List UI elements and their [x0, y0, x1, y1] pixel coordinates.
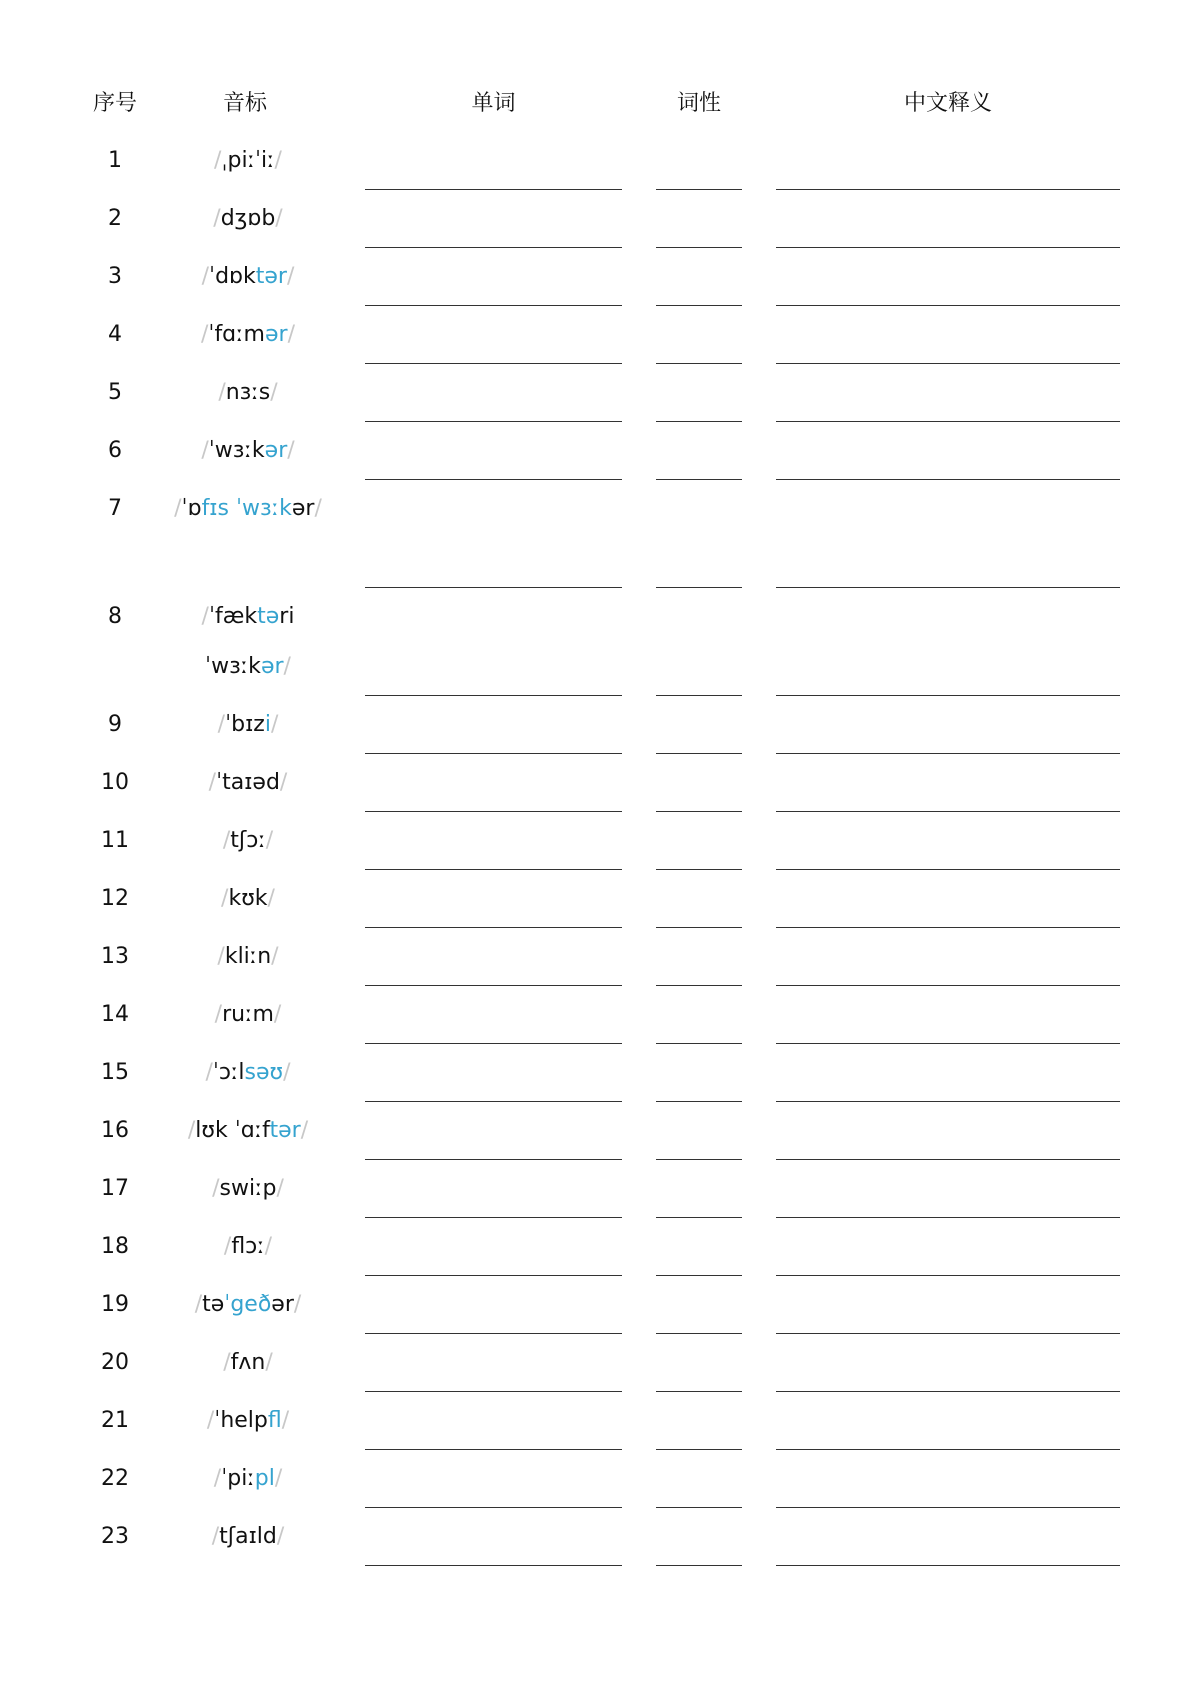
pos-answer-line[interactable]	[656, 695, 742, 696]
pos-answer-line[interactable]	[656, 1333, 742, 1334]
phonetic-transcription: /tʃɔː/	[222, 828, 274, 853]
table-row	[0, 1516, 1190, 1574]
phonetic-segment: ər	[260, 654, 284, 679]
phonetic-segment: pl	[254, 1466, 275, 1491]
row-number: 16	[101, 1118, 129, 1143]
pos-answer-line[interactable]	[656, 1043, 742, 1044]
meaning-answer-line[interactable]	[776, 1565, 1120, 1566]
pos-answer-line[interactable]	[656, 479, 742, 480]
word-answer-line[interactable]	[365, 1565, 622, 1566]
pos-answer-line[interactable]	[656, 811, 742, 812]
table-row	[0, 704, 1190, 762]
table-header	[0, 84, 1190, 124]
phonetic-transcription: /swiːp/	[212, 1176, 284, 1201]
phonetic-transcription: /kliːn/	[217, 944, 279, 969]
pos-answer-line[interactable]	[656, 1391, 742, 1392]
row-number: 11	[101, 828, 129, 853]
phonetic-segment: flɔː	[231, 1234, 265, 1259]
meaning-answer-line[interactable]	[776, 985, 1120, 986]
phonetic-segment: i	[264, 712, 271, 737]
meaning-answer-line[interactable]	[776, 587, 1120, 588]
row-number: 17	[101, 1176, 129, 1201]
phonetic-segment: kliːn	[224, 944, 272, 969]
word-answer-line[interactable]	[365, 247, 622, 248]
table-row	[0, 1400, 1190, 1458]
phonetic-segment: ˈpiː	[221, 1466, 255, 1491]
meaning-answer-line[interactable]	[776, 869, 1120, 870]
pos-answer-line[interactable]	[656, 587, 742, 588]
table-row	[0, 256, 1190, 314]
pos-answer-line[interactable]	[656, 869, 742, 870]
meaning-answer-line[interactable]	[776, 189, 1120, 190]
vocab-table	[0, 140, 1190, 1574]
table-row	[0, 1168, 1190, 1226]
row-number: 21	[101, 1408, 129, 1433]
phonetic-transcription: /flɔː/	[223, 1234, 273, 1259]
phonetic-segment: lʊk ˈɑːf	[195, 1118, 270, 1143]
phonetic-segment: ˈgeð	[224, 1292, 272, 1317]
word-answer-line[interactable]	[365, 1043, 622, 1044]
phonetic-segment: tər	[255, 264, 287, 289]
pos-answer-line[interactable]	[656, 421, 742, 422]
meaning-answer-line[interactable]	[776, 1275, 1120, 1276]
word-answer-line[interactable]	[365, 587, 622, 588]
row-number: 5	[108, 380, 122, 405]
meaning-answer-line[interactable]	[776, 247, 1120, 248]
phonetic-transcription: /lʊk ˈɑːftər/	[187, 1118, 309, 1143]
word-answer-line[interactable]	[365, 1275, 622, 1276]
pos-answer-line[interactable]	[656, 1217, 742, 1218]
phonetic-transcription: /ˌpiːˈiː/	[214, 148, 282, 173]
phonetic-segment: ər	[264, 438, 288, 463]
phonetic-transcription: /dʒɒb/	[213, 206, 283, 231]
meaning-answer-line[interactable]	[776, 479, 1120, 480]
table-row	[0, 1110, 1190, 1168]
table-row	[0, 1052, 1190, 1110]
pos-answer-line[interactable]	[656, 1449, 742, 1450]
row-number: 3	[108, 264, 122, 289]
pos-answer-line[interactable]	[656, 985, 742, 986]
phonetic-transcription: /təˈgeðər/	[194, 1292, 302, 1317]
table-row	[0, 314, 1190, 372]
phonetic-segment: ˈbɪz	[225, 712, 265, 737]
word-answer-line[interactable]	[365, 1159, 622, 1160]
phonetic-segment: ruːm	[222, 1002, 274, 1027]
row-number: 22	[101, 1466, 129, 1491]
row-number: 2	[108, 206, 122, 231]
table-row	[0, 488, 1190, 596]
meaning-answer-line[interactable]	[776, 421, 1120, 422]
header-pos: 词性	[676, 91, 721, 116]
table-row	[0, 762, 1190, 820]
pos-answer-line[interactable]	[656, 363, 742, 364]
phonetic-segment: səʊ	[244, 1060, 284, 1085]
table-row	[0, 372, 1190, 430]
pos-answer-line[interactable]	[656, 189, 742, 190]
phonetic-segment: ˈɒ	[181, 496, 202, 521]
row-number: 4	[108, 322, 122, 347]
row-number: 23	[101, 1524, 129, 1549]
row-number: 7	[108, 496, 122, 521]
phonetic-segment: ri ˈwɜːk	[205, 604, 295, 679]
pos-answer-line[interactable]	[656, 305, 742, 306]
phonetic-transcription: /ˈfɑːmər/	[200, 322, 296, 347]
meaning-answer-line[interactable]	[776, 1507, 1120, 1508]
table-row	[0, 430, 1190, 488]
word-answer-line[interactable]	[365, 1217, 622, 1218]
meaning-answer-line[interactable]	[776, 1101, 1120, 1102]
phonetic-transcription: /ˈpiːpl/	[213, 1466, 283, 1491]
table-row	[0, 936, 1190, 994]
phonetic-segment: tʃaɪld	[219, 1524, 277, 1549]
word-answer-line[interactable]	[365, 305, 622, 306]
phonetic-segment: swiːp	[219, 1176, 277, 1201]
phonetic-segment: kʊk	[228, 886, 268, 911]
word-answer-line[interactable]	[365, 753, 622, 754]
phonetic-transcription: /fʌn/	[223, 1350, 273, 1375]
phonetic-segment: tʃɔː	[230, 828, 266, 853]
word-answer-line[interactable]	[365, 695, 622, 696]
pos-answer-line[interactable]	[656, 927, 742, 928]
phonetic-segment: tə	[257, 604, 280, 629]
phonetic-transcription: /ˈwɜːkər/	[201, 438, 295, 463]
phonetic-segment: fʌn	[230, 1350, 266, 1375]
row-number: 15	[101, 1060, 129, 1085]
phonetic-segment: ər	[271, 1292, 294, 1317]
word-answer-line[interactable]	[365, 1333, 622, 1334]
meaning-answer-line[interactable]	[776, 305, 1120, 306]
phonetic-transcription: /ˈbɪzi/	[217, 712, 279, 737]
table-row	[0, 1458, 1190, 1516]
meaning-answer-line[interactable]	[776, 1217, 1120, 1218]
phonetic-segment: ˈhelp	[214, 1408, 268, 1433]
table-row	[0, 140, 1190, 198]
phonetic-segment: tər	[269, 1118, 301, 1143]
phonetic-segment: fl	[267, 1408, 282, 1433]
pos-answer-line[interactable]	[656, 247, 742, 248]
header-index: 序号	[92, 91, 137, 116]
row-number: 6	[108, 438, 122, 463]
header-meaning: 中文释义	[903, 91, 992, 116]
row-number: 14	[101, 1002, 129, 1027]
row-number: 18	[101, 1234, 129, 1259]
phonetic-segment: ˈfɑːm	[208, 322, 265, 347]
phonetic-transcription: /ˈfæktəri ˈwɜːkər/	[201, 604, 295, 679]
phonetic-transcription: /ˈɔːlsəʊ/	[205, 1060, 291, 1085]
meaning-answer-line[interactable]	[776, 363, 1120, 364]
row-number: 20	[101, 1350, 129, 1375]
word-answer-line[interactable]	[365, 869, 622, 870]
row-number: 1	[108, 148, 122, 173]
word-answer-line[interactable]	[365, 1391, 622, 1392]
phonetic-segment: ˈwɜːk	[208, 438, 265, 463]
row-number: 9	[108, 712, 122, 737]
pos-answer-line[interactable]	[656, 1101, 742, 1102]
phonetic-segment: ˌpiːˈiː	[221, 148, 275, 173]
row-number: 10	[101, 770, 129, 795]
phonetic-segment: dʒɒb	[220, 206, 276, 231]
word-answer-line[interactable]	[365, 985, 622, 986]
meaning-answer-line[interactable]	[776, 1449, 1120, 1450]
pos-answer-line[interactable]	[656, 1275, 742, 1276]
phonetic-transcription: /kʊk/	[221, 886, 275, 911]
phonetic-segment: ˈtaɪəd	[216, 770, 280, 795]
phonetic-segment: tə	[202, 1292, 225, 1317]
word-answer-line[interactable]	[365, 479, 622, 480]
row-number: 12	[101, 886, 129, 911]
table-row	[0, 1284, 1190, 1342]
pos-answer-line[interactable]	[656, 1507, 742, 1508]
word-answer-line[interactable]	[365, 421, 622, 422]
row-number: 13	[101, 944, 129, 969]
word-answer-line[interactable]	[365, 189, 622, 190]
phonetic-transcription: /nɜːs/	[218, 380, 278, 405]
table-row	[0, 198, 1190, 256]
phonetic-segment: ˈfæk	[208, 604, 258, 629]
phonetic-transcription: /ˈtaɪəd/	[208, 770, 288, 795]
header-word: 单词	[471, 91, 516, 116]
table-row	[0, 596, 1190, 704]
phonetic-transcription: /ˈhelpfl/	[206, 1408, 290, 1433]
phonetic-segment: ər	[265, 322, 288, 347]
pos-answer-line[interactable]	[656, 753, 742, 754]
meaning-answer-line[interactable]	[776, 1391, 1120, 1392]
phonetic-segment: ər	[291, 496, 315, 521]
phonetic-transcription: /ˈɒfɪs ˈwɜːkər/	[174, 496, 322, 521]
pos-answer-line[interactable]	[656, 1159, 742, 1160]
row-number: 8	[108, 604, 122, 629]
table-row	[0, 994, 1190, 1052]
table-row	[0, 1342, 1190, 1400]
row-number: 19	[101, 1292, 129, 1317]
word-answer-line[interactable]	[365, 1101, 622, 1102]
phonetic-segment: nɜːs	[225, 380, 271, 405]
table-row	[0, 820, 1190, 878]
meaning-answer-line[interactable]	[776, 1333, 1120, 1334]
phonetic-transcription: /tʃaɪld/	[211, 1524, 285, 1549]
word-answer-line[interactable]	[365, 1507, 622, 1508]
phonetic-transcription: /ruːm/	[214, 1002, 282, 1027]
word-answer-line[interactable]	[365, 811, 622, 812]
word-answer-line[interactable]	[365, 1449, 622, 1450]
meaning-answer-line[interactable]	[776, 811, 1120, 812]
phonetic-segment: ˈɔːl	[212, 1060, 245, 1085]
meaning-answer-line[interactable]	[776, 1043, 1120, 1044]
phonetic-segment: ˈdɒk	[209, 264, 256, 289]
word-answer-line[interactable]	[365, 927, 622, 928]
meaning-answer-line[interactable]	[776, 1159, 1120, 1160]
phonetic-transcription: /ˈdɒktər/	[201, 264, 295, 289]
header-phonetic: 音标	[222, 91, 267, 116]
phonetic-segment: fɪs ˈwɜːk	[201, 496, 292, 521]
meaning-answer-line[interactable]	[776, 753, 1120, 754]
meaning-answer-line[interactable]	[776, 927, 1120, 928]
table-row	[0, 1226, 1190, 1284]
meaning-answer-line[interactable]	[776, 695, 1120, 696]
table-row	[0, 878, 1190, 936]
word-answer-line[interactable]	[365, 363, 622, 364]
pos-answer-line[interactable]	[656, 1565, 742, 1566]
